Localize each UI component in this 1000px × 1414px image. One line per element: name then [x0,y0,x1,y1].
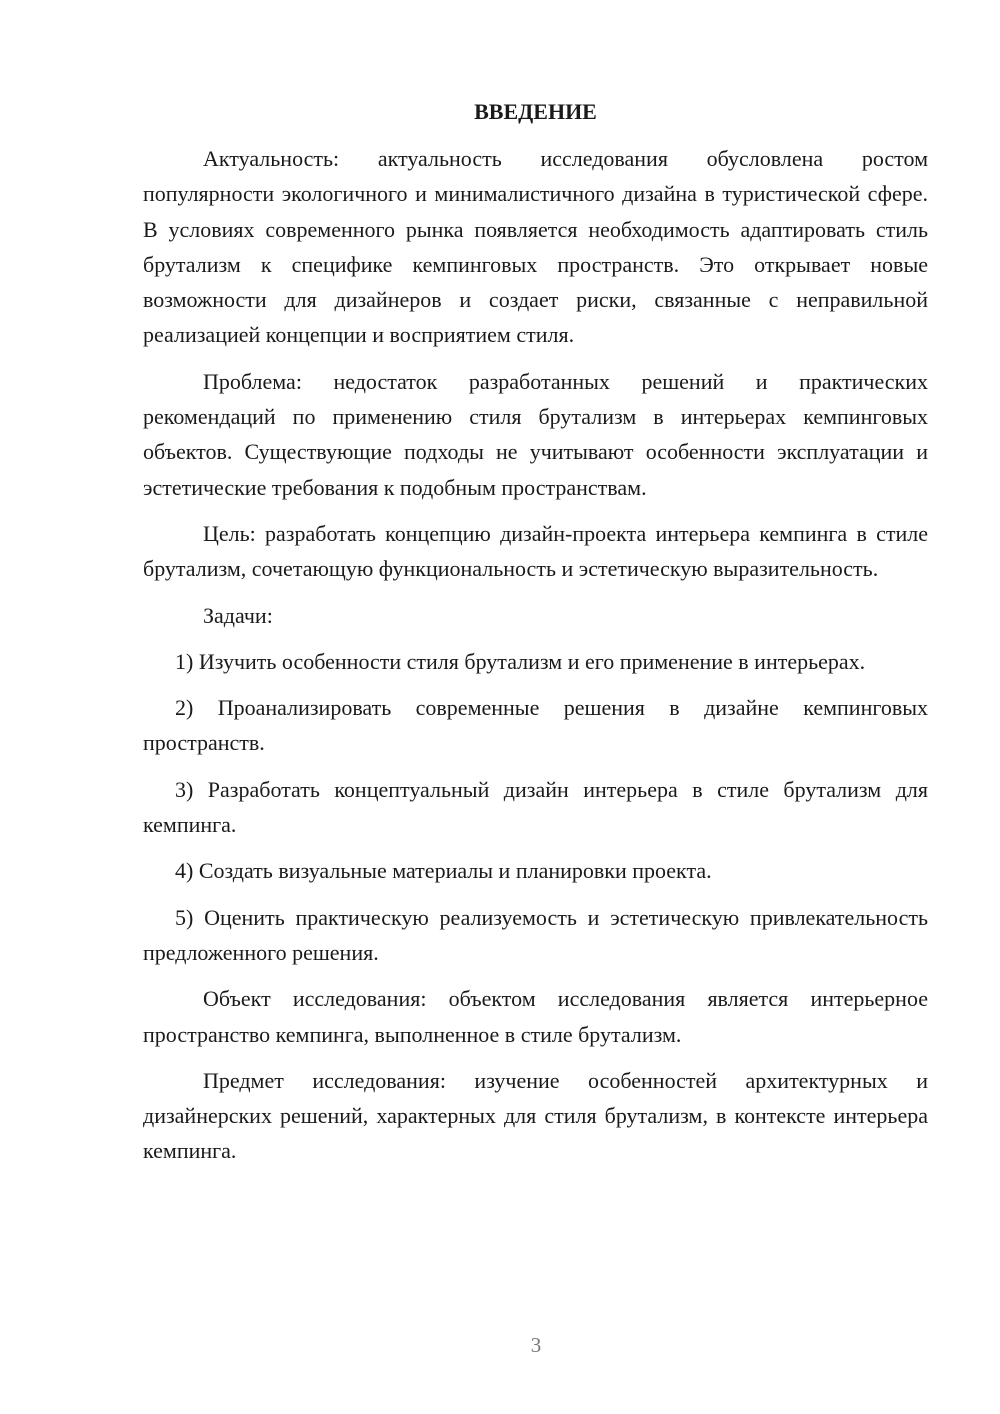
task-item-3: 3) Разработать концептуальный дизайн интерьера в стиле брутализм для кемпинга. [143,776,928,838]
task-item-1: 1) Изучить особенности стиля брутализм и его применение в интерьерах. [175,648,866,674]
page-number: 3 [530,1333,542,1357]
task-item-2: 2) Проанализировать современные решения в дизайне кемпинговых пространств. [143,695,928,756]
problem-paragraph: Проблема: недостаток разработанных решений и практических рекомендаций по применению стиля брутализм в интерьерах кемпинговых объектов. Существующие подходы не учитывают особенности эксплуатации и эстетические требования к подобным пространствам. [143,368,928,500]
relevance-paragraph: Актуальность: актуальность исследования обусловлена ростом популярности экологичного и минималистичного дизайна в туристической сфере. В условиях современного рынка появляется необходимость адаптировать стиль брутализм к специфике кемпинговых пространств. Это открывает новые возможности для дизайнеров и создает риски, связанные с неправильной реализацией концепции и восприятием стиля. [143,146,928,348]
task-item-5: 5) Оценить практическую реализуемость и эстетическую привлекательность предложенного решения. [143,904,928,965]
task-item-4: 4) Создать визуальные материалы и планировки проекта. [175,858,712,884]
page-content [143,94,928,1180]
object-paragraph: Объект исследования: объектом исследования является интерьерное пространство кемпинга, выполненное в стиле брутализм. [143,986,928,1047]
section-title: ВВЕДЕНИЕ [474,99,597,124]
goal-paragraph: Цель: разработать концепцию дизайн-проекта интерьера кемпинга в стиле брутализм, сочетающую функциональность и эстетическую выразительность. [143,520,928,582]
subject-paragraph: Предмет исследования: изучение особенностей архитектурных и дизайнерских решений, характерных для стиля брутализм, в контексте интерьера кемпинга. [143,1067,928,1164]
tasks-heading: Задачи: [203,602,273,628]
